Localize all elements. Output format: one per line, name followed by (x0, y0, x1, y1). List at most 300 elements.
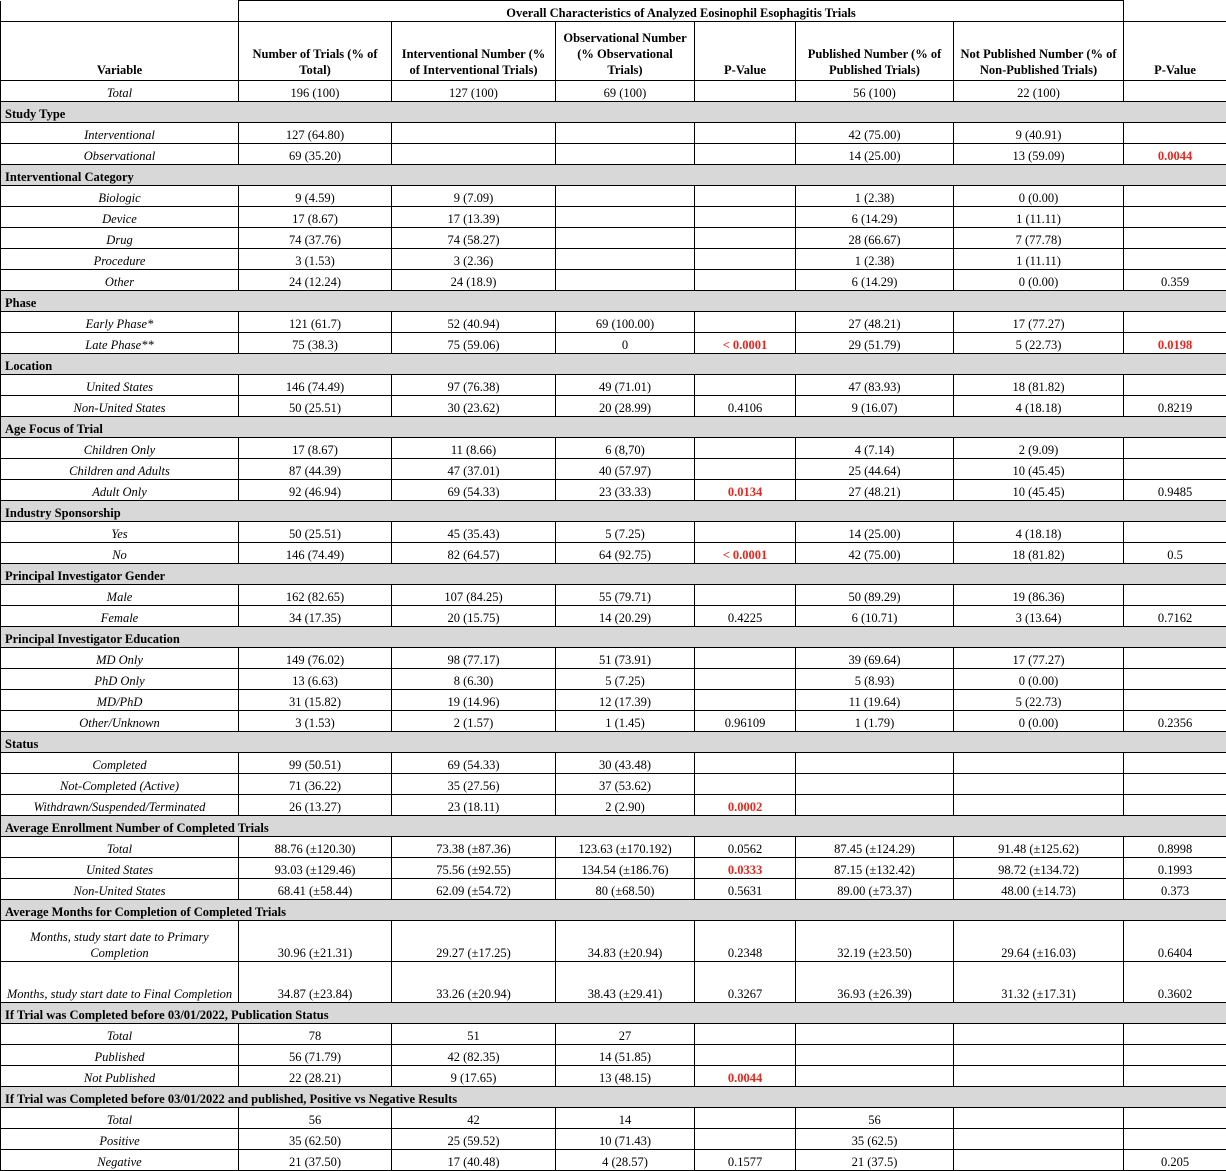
p-value-cell (695, 270, 796, 291)
p-value-cell: 0.5631 (695, 879, 796, 900)
table-row (1, 795, 1226, 816)
interventional-cell: 107 (84.25) (392, 585, 556, 606)
not-published-cell: 1 (11.11) (954, 249, 1124, 270)
section-header-row (1, 417, 1226, 438)
p-value-cell (695, 207, 796, 228)
section-header-row (1, 900, 1226, 921)
interventional-cell: 127 (100) (392, 81, 556, 102)
section-header-row (1, 102, 1226, 123)
interventional-cell: 20 (15.75) (392, 606, 556, 627)
not-published-cell: 4 (18.18) (954, 396, 1124, 417)
p-value-cell (695, 585, 796, 606)
table-row (1, 249, 1226, 270)
p-value-cell (695, 669, 796, 690)
observational-cell: 27 (556, 1024, 695, 1045)
total-cell: 146 (74.49) (239, 375, 392, 396)
variable-label: Biologic (1, 186, 239, 207)
variable-label: Total (1, 81, 239, 102)
interventional-cell: 98 (77.17) (392, 648, 556, 669)
observational-cell (556, 228, 695, 249)
not-published-cell: 4 (18.18) (954, 522, 1124, 543)
variable-label: Interventional (1, 123, 239, 144)
not-published-cell: 2 (9.09) (954, 438, 1124, 459)
not-published-cell: 0 (0.00) (954, 186, 1124, 207)
total-cell: 78 (239, 1024, 392, 1045)
table-row (1, 207, 1226, 228)
p-value-cell (695, 123, 796, 144)
interventional-cell: 69 (54.33) (392, 753, 556, 774)
variable-label: United States (1, 858, 239, 879)
table-title-row (1, 1, 1226, 22)
total-cell: 69 (35.20) (239, 144, 392, 165)
variable-label: Adult Only (1, 480, 239, 501)
not-published-cell: 0 (0.00) (954, 711, 1124, 732)
published-cell: 4 (7.14) (796, 438, 954, 459)
p-value-cell (1124, 207, 1226, 228)
section-title: If Trial was Completed before 03/01/2022, Publication Status (1, 1003, 1226, 1024)
section-title: Phase (1, 291, 1226, 312)
interventional-cell: 23 (18.11) (392, 795, 556, 816)
section-title: Study Type (1, 102, 1226, 123)
observational-cell: 14 (556, 1108, 695, 1129)
section-title: Principal Investigator Gender (1, 564, 1226, 585)
observational-cell: 14 (20.29) (556, 606, 695, 627)
observational-cell: 51 (73.91) (556, 648, 695, 669)
table-row (1, 375, 1226, 396)
observational-cell: 69 (100) (556, 81, 695, 102)
interventional-cell: 35 (27.56) (392, 774, 556, 795)
not-published-cell: 19 (86.36) (954, 585, 1124, 606)
interventional-cell: 8 (6.30) (392, 669, 556, 690)
p-value-cell (1124, 1045, 1226, 1066)
total-cell: 31 (15.82) (239, 690, 392, 711)
interventional-cell: 17 (13.39) (392, 207, 556, 228)
variable-label: Female (1, 606, 239, 627)
column-header: Number of Trials (% of Total) (239, 22, 392, 81)
total-cell: 121 (61.7) (239, 312, 392, 333)
not-published-cell: 98.72 (±134.72) (954, 858, 1124, 879)
table-row (1, 270, 1226, 291)
section-header-row (1, 501, 1226, 522)
p-value-cell: 0.0044 (1124, 144, 1226, 165)
table-row (1, 228, 1226, 249)
p-value-cell: 0.1577 (695, 1150, 796, 1171)
published-cell (796, 795, 954, 816)
not-published-cell: 5 (22.73) (954, 690, 1124, 711)
section-title: Status (1, 732, 1226, 753)
interventional-cell: 69 (54.33) (392, 480, 556, 501)
interventional-cell: 33.26 (±20.94) (392, 962, 556, 1003)
not-published-cell: 1 (11.11) (954, 207, 1124, 228)
not-published-cell: 17 (77.27) (954, 648, 1124, 669)
total-cell: 93.03 (±129.46) (239, 858, 392, 879)
not-published-cell: 17 (77.27) (954, 312, 1124, 333)
published-cell: 87.45 (±124.29) (796, 837, 954, 858)
total-cell: 74 (37.76) (239, 228, 392, 249)
interventional-cell: 29.27 (±17.25) (392, 921, 556, 962)
p-value-cell (695, 1045, 796, 1066)
section-title: Age Focus of Trial (1, 417, 1226, 438)
p-value-cell: < 0.0001 (695, 543, 796, 564)
observational-cell: 80 (±68.50) (556, 879, 695, 900)
total-cell: 22 (28.21) (239, 1066, 392, 1087)
table-row (1, 522, 1226, 543)
section-title: Industry Sponsorship (1, 501, 1226, 522)
interventional-cell: 74 (58.27) (392, 228, 556, 249)
interventional-cell: 73.38 (±87.36) (392, 837, 556, 858)
table-row (1, 186, 1226, 207)
published-cell: 21 (37.5) (796, 1150, 954, 1171)
total-cell: 9 (4.59) (239, 186, 392, 207)
table-row (1, 1150, 1226, 1171)
total-cell: 99 (50.51) (239, 753, 392, 774)
total-cell: 21 (37.50) (239, 1150, 392, 1171)
variable-label: PhD Only (1, 669, 239, 690)
published-cell: 32.19 (±23.50) (796, 921, 954, 962)
not-published-cell (954, 1066, 1124, 1087)
section-title: Interventional Category (1, 165, 1226, 186)
table-row (1, 543, 1226, 564)
published-cell (796, 1066, 954, 1087)
total-cell: 3 (1.53) (239, 249, 392, 270)
not-published-cell (954, 753, 1124, 774)
p-value-cell (695, 228, 796, 249)
interventional-cell: 45 (35.43) (392, 522, 556, 543)
total-cell: 17 (8.67) (239, 207, 392, 228)
variable-label: Not Published (1, 1066, 239, 1087)
p-value-cell: 0.205 (1124, 1150, 1226, 1171)
total-cell: 34.87 (±23.84) (239, 962, 392, 1003)
published-cell (796, 1024, 954, 1045)
p-value-cell: 0.8219 (1124, 396, 1226, 417)
observational-cell: 12 (17.39) (556, 690, 695, 711)
total-cell: 30.96 (±21.31) (239, 921, 392, 962)
p-value-cell: 0.373 (1124, 879, 1226, 900)
total-cell: 92 (46.94) (239, 480, 392, 501)
table-row (1, 774, 1226, 795)
p-value-cell (1124, 522, 1226, 543)
variable-label: Other (1, 270, 239, 291)
not-published-cell (954, 795, 1124, 816)
p-value-cell (695, 522, 796, 543)
not-published-cell (954, 1150, 1124, 1171)
not-published-cell: 48.00 (±14.73) (954, 879, 1124, 900)
variable-label: Not-Completed (Active) (1, 774, 239, 795)
observational-cell: 64 (92.75) (556, 543, 695, 564)
observational-cell: 49 (71.01) (556, 375, 695, 396)
section-header-row (1, 1003, 1226, 1024)
published-cell: 56 (796, 1108, 954, 1129)
observational-cell: 0 (556, 333, 695, 354)
p-value-cell (1124, 669, 1226, 690)
total-cell: 68.41 (±58.44) (239, 879, 392, 900)
not-published-cell (954, 1045, 1124, 1066)
variable-label: Completed (1, 753, 239, 774)
variable-label: Male (1, 585, 239, 606)
p-value-cell: 0.0333 (695, 858, 796, 879)
section-header-row (1, 1087, 1226, 1108)
p-value-cell: 0.96109 (695, 711, 796, 732)
column-header: Interventional Number (% of Interventional Trials) (392, 22, 556, 81)
p-value-cell (1124, 690, 1226, 711)
p-value-cell (695, 312, 796, 333)
total-cell: 50 (25.51) (239, 522, 392, 543)
section-title: Average Months for Completion of Completed Trials (1, 900, 1226, 921)
published-cell (796, 1045, 954, 1066)
p-value-cell (695, 438, 796, 459)
not-published-cell (954, 1108, 1124, 1129)
observational-cell: 69 (100.00) (556, 312, 695, 333)
published-cell: 28 (66.67) (796, 228, 954, 249)
not-published-cell: 22 (100) (954, 81, 1124, 102)
interventional-cell: 25 (59.52) (392, 1129, 556, 1150)
variable-label: Negative (1, 1150, 239, 1171)
p-value-cell (695, 459, 796, 480)
observational-cell: 5 (7.25) (556, 669, 695, 690)
table-row (1, 585, 1226, 606)
interventional-cell: 19 (14.96) (392, 690, 556, 711)
variable-label: Positive (1, 1129, 239, 1150)
p-value-cell (695, 375, 796, 396)
p-value-cell: 0.1993 (1124, 858, 1226, 879)
p-value-cell (1124, 123, 1226, 144)
observational-cell: 55 (79.71) (556, 585, 695, 606)
not-published-cell: 91.48 (±125.62) (954, 837, 1124, 858)
observational-cell: 34.83 (±20.94) (556, 921, 695, 962)
p-value-cell: 0.0198 (1124, 333, 1226, 354)
p-value-cell (1124, 795, 1226, 816)
table-title: Overall Characteristics of Analyzed Eosinophil Esophagitis Trials (239, 1, 1124, 22)
section-header-row (1, 627, 1226, 648)
observational-cell: 37 (53.62) (556, 774, 695, 795)
not-published-cell: 29.64 (±16.03) (954, 921, 1124, 962)
p-value-cell (695, 1024, 796, 1045)
total-cell: 35 (62.50) (239, 1129, 392, 1150)
published-cell: 42 (75.00) (796, 123, 954, 144)
variable-label: Non-United States (1, 396, 239, 417)
title-spacer-cell (1124, 1, 1226, 22)
table-row (1, 879, 1226, 900)
observational-cell: 38.43 (±29.41) (556, 962, 695, 1003)
section-title: Average Enrollment Number of Completed Trials (1, 816, 1226, 837)
variable-label: Other/Unknown (1, 711, 239, 732)
observational-cell: 13 (48.15) (556, 1066, 695, 1087)
p-value-cell: 0.5 (1124, 543, 1226, 564)
table-row (1, 1066, 1226, 1087)
table-row (1, 396, 1226, 417)
observational-cell: 5 (7.25) (556, 522, 695, 543)
section-header-row (1, 564, 1226, 585)
variable-label: MD Only (1, 648, 239, 669)
section-header-row (1, 291, 1226, 312)
table-row (1, 459, 1226, 480)
p-value-cell: 0.8998 (1124, 837, 1226, 858)
not-published-cell: 9 (40.91) (954, 123, 1124, 144)
not-published-cell: 5 (22.73) (954, 333, 1124, 354)
column-header: Not Published Number (% of Non-Published Trials) (954, 22, 1124, 81)
not-published-cell: 18 (81.82) (954, 543, 1124, 564)
section-header-row (1, 816, 1226, 837)
table-row (1, 606, 1226, 627)
variable-label: Children Only (1, 438, 239, 459)
table-row (1, 123, 1226, 144)
p-value-cell (1124, 312, 1226, 333)
published-cell: 5 (8.93) (796, 669, 954, 690)
published-cell: 36.93 (±26.39) (796, 962, 954, 1003)
total-cell: 88.76 (±120.30) (239, 837, 392, 858)
p-value-cell: 0.9485 (1124, 480, 1226, 501)
variable-label: Early Phase* (1, 312, 239, 333)
variable-label: Total (1, 1108, 239, 1129)
column-header: P-Value (695, 22, 796, 81)
published-cell: 56 (100) (796, 81, 954, 102)
total-cell: 87 (44.39) (239, 459, 392, 480)
p-value-cell (1124, 648, 1226, 669)
variable-label: Total (1, 837, 239, 858)
published-cell: 87.15 (±132.42) (796, 858, 954, 879)
published-cell: 6 (14.29) (796, 270, 954, 291)
total-cell: 75 (38.3) (239, 333, 392, 354)
interventional-cell: 52 (40.94) (392, 312, 556, 333)
observational-cell: 134.54 (±186.76) (556, 858, 695, 879)
interventional-cell: 51 (392, 1024, 556, 1045)
total-cell: 3 (1.53) (239, 711, 392, 732)
published-cell: 1 (2.38) (796, 186, 954, 207)
total-cell: 50 (25.51) (239, 396, 392, 417)
published-cell: 1 (2.38) (796, 249, 954, 270)
table-row (1, 312, 1226, 333)
column-header-row (1, 22, 1226, 81)
interventional-cell: 75.56 (±92.55) (392, 858, 556, 879)
published-cell: 14 (25.00) (796, 522, 954, 543)
table-row (1, 480, 1226, 501)
total-cell: 24 (12.24) (239, 270, 392, 291)
published-cell: 1 (1.79) (796, 711, 954, 732)
not-published-cell: 10 (45.45) (954, 459, 1124, 480)
table-row (1, 1024, 1226, 1045)
section-header-row (1, 165, 1226, 186)
table-row (1, 711, 1226, 732)
observational-cell: 14 (51.85) (556, 1045, 695, 1066)
p-value-cell (1124, 375, 1226, 396)
observational-cell (556, 270, 695, 291)
p-value-cell (695, 648, 796, 669)
variable-label: Months, study start date to Final Completion (1, 962, 239, 1003)
section-title: Location (1, 354, 1226, 375)
interventional-cell: 97 (76.38) (392, 375, 556, 396)
p-value-cell (695, 1108, 796, 1129)
published-cell: 6 (14.29) (796, 207, 954, 228)
p-value-cell: 0.3267 (695, 962, 796, 1003)
p-value-cell (1124, 249, 1226, 270)
table-row (1, 690, 1226, 711)
p-value-cell (1124, 753, 1226, 774)
variable-label: Total (1, 1024, 239, 1045)
p-value-cell (695, 753, 796, 774)
p-value-cell (695, 144, 796, 165)
table-row (1, 648, 1226, 669)
interventional-cell: 24 (18.9) (392, 270, 556, 291)
interventional-cell: 75 (59.06) (392, 333, 556, 354)
table-row (1, 962, 1226, 1003)
p-value-cell (695, 249, 796, 270)
variable-label: Children and Adults (1, 459, 239, 480)
not-published-cell: 10 (45.45) (954, 480, 1124, 501)
variable-label: Withdrawn/Suspended/Terminated (1, 795, 239, 816)
table-row (1, 144, 1226, 165)
title-spacer-cell (1, 1, 239, 22)
observational-cell (556, 144, 695, 165)
observational-cell: 20 (28.99) (556, 396, 695, 417)
column-header: Observational Number (% Observational Trials) (556, 22, 695, 81)
observational-cell: 4 (28.57) (556, 1150, 695, 1171)
variable-label: Procedure (1, 249, 239, 270)
table-body (1, 81, 1226, 1171)
observational-cell: 1 (1.45) (556, 711, 695, 732)
table-row (1, 1129, 1226, 1150)
variable-label: No (1, 543, 239, 564)
not-published-cell (954, 1024, 1124, 1045)
column-header: Variable (1, 22, 239, 81)
not-published-cell (954, 1129, 1124, 1150)
not-published-cell: 7 (77.78) (954, 228, 1124, 249)
p-value-cell (1124, 774, 1226, 795)
total-cell: 56 (239, 1108, 392, 1129)
variable-label: United States (1, 375, 239, 396)
variable-label: Non-United States (1, 879, 239, 900)
total-cell: 13 (6.63) (239, 669, 392, 690)
column-header: P-Value (1124, 22, 1226, 81)
p-value-cell (695, 690, 796, 711)
table-row (1, 438, 1226, 459)
total-cell: 26 (13.27) (239, 795, 392, 816)
published-cell (796, 774, 954, 795)
p-value-cell (1124, 1066, 1226, 1087)
p-value-cell (1124, 438, 1226, 459)
total-cell: 17 (8.67) (239, 438, 392, 459)
p-value-cell: 0.3602 (1124, 962, 1226, 1003)
observational-cell (556, 249, 695, 270)
p-value-cell (695, 186, 796, 207)
p-value-cell: 0.7162 (1124, 606, 1226, 627)
interventional-cell: 17 (40.48) (392, 1150, 556, 1171)
variable-label: Months, study start date to Primary Completion (1, 921, 239, 962)
variable-label: MD/PhD (1, 690, 239, 711)
p-value-cell (1124, 459, 1226, 480)
interventional-cell: 62.09 (±54.72) (392, 879, 556, 900)
published-cell: 89.00 (±73.37) (796, 879, 954, 900)
p-value-cell (1124, 1108, 1226, 1129)
published-cell: 14 (25.00) (796, 144, 954, 165)
published-cell: 42 (75.00) (796, 543, 954, 564)
p-value-cell: 0.0134 (695, 480, 796, 501)
p-value-cell (695, 81, 796, 102)
observational-cell: 30 (43.48) (556, 753, 695, 774)
not-published-cell: 0 (0.00) (954, 270, 1124, 291)
interventional-cell: 11 (8.66) (392, 438, 556, 459)
observational-cell (556, 207, 695, 228)
published-cell: 6 (10.71) (796, 606, 954, 627)
variable-label: Observational (1, 144, 239, 165)
p-value-cell: 0.2348 (695, 921, 796, 962)
table-row (1, 1108, 1226, 1129)
not-published-cell (954, 774, 1124, 795)
not-published-cell: 13 (59.09) (954, 144, 1124, 165)
interventional-cell: 47 (37.01) (392, 459, 556, 480)
table-row (1, 921, 1226, 962)
p-value-cell (695, 1129, 796, 1150)
p-value-cell: 0.6404 (1124, 921, 1226, 962)
